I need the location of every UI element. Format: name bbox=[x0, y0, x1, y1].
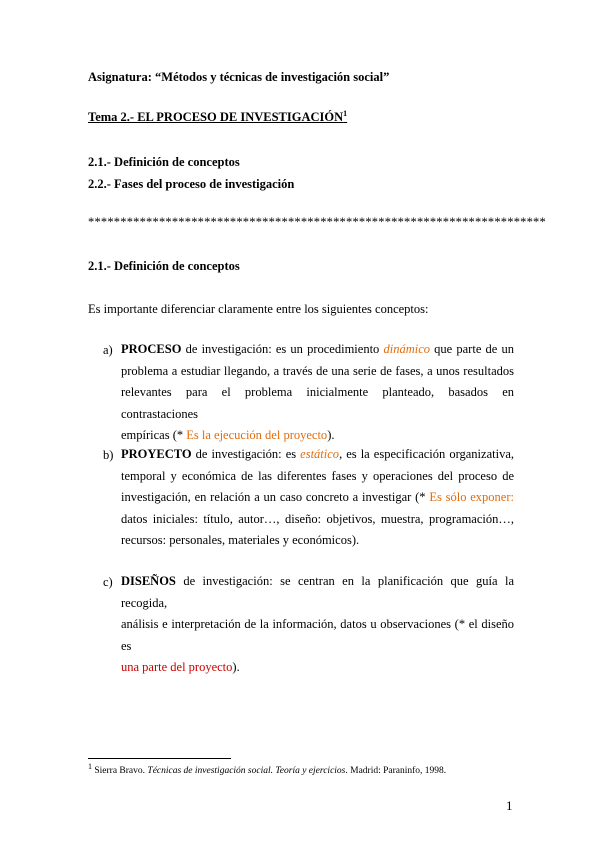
item-a-letter: a) bbox=[103, 343, 113, 357]
item-b-note: Es sólo exponer: bbox=[429, 490, 514, 504]
item-b-l3-pre: investigación, en relación a un caso concreto a investigar (* bbox=[121, 490, 430, 504]
footnote-title: Técnicas de investigación social. Teoría y ejercicios bbox=[147, 766, 346, 776]
item-a-l4-post: ). bbox=[327, 428, 335, 442]
page-number: 1 bbox=[506, 798, 513, 813]
item-a-term: PROCESO bbox=[121, 342, 182, 356]
item-b-letter: b) bbox=[103, 448, 114, 462]
item-a-l1-pre: de investigación: es un procedimiento bbox=[181, 342, 384, 356]
item-b-paragraph bbox=[121, 444, 514, 552]
footnote bbox=[88, 761, 447, 776]
footnote-author: Sierra Bravo. bbox=[92, 766, 148, 776]
item-a-line-2: problema a estudiar llegando, a través de una serie de fases, a unos resultados bbox=[121, 363, 514, 378]
item-b-emph: estático bbox=[300, 447, 340, 461]
item-b-l1-post: , es la especificación organizativa, bbox=[339, 447, 514, 461]
item-a-l4-pre: empíricas (* bbox=[121, 428, 187, 442]
item-c-line-2: análisis e interpretación de la información, datos u observaciones (* el diseño es bbox=[121, 617, 514, 653]
item-c-l1-post: de investigación: se centran en la planificación que guía la recogida, bbox=[121, 574, 514, 610]
section-heading: 2.1.- Definición de conceptos bbox=[88, 259, 240, 273]
toc-item-2: 2.2.- Fases del proceso de investigación bbox=[88, 177, 295, 191]
item-c-letter: c) bbox=[103, 575, 113, 589]
item-a-emph: dinámico bbox=[383, 342, 430, 356]
topic-title bbox=[88, 110, 347, 125]
item-b-line-5: recursos: personales, materiales y económicos). bbox=[121, 533, 360, 547]
separator-stars: *********************************************************************** bbox=[88, 215, 546, 229]
item-b-line-1 bbox=[121, 444, 514, 466]
footnote-rest: . Madrid: Paraninfo, 1998. bbox=[345, 766, 447, 776]
item-c-l3-post: ). bbox=[232, 660, 240, 674]
item-b-line-3 bbox=[121, 487, 514, 509]
footnote-number: 1 bbox=[88, 761, 92, 771]
topic-text: Tema 2.- EL PROCESO DE INVESTIGACIÓN bbox=[88, 110, 344, 124]
item-a-note: Es la ejecución del proyecto bbox=[186, 428, 328, 442]
item-b-l1-pre: de investigación: es bbox=[191, 447, 301, 461]
item-a-paragraph bbox=[121, 339, 514, 447]
item-b-line-2: temporal y económica de las diferentes fases y operaciones del proceso de bbox=[121, 468, 514, 483]
item-c-term: DISEÑOS bbox=[121, 574, 176, 588]
item-c-line-3 bbox=[121, 657, 514, 679]
item-b-term: PROYECTO bbox=[121, 447, 192, 461]
item-c-paragraph bbox=[121, 571, 514, 679]
item-c-note: una parte del proyecto bbox=[121, 660, 233, 674]
item-c-line-1 bbox=[121, 571, 514, 614]
item-a-line-3: relevantes para el problema inicialmente planteado, basados en contrastaciones bbox=[121, 385, 514, 421]
item-a-l1-post: que parte de un bbox=[430, 342, 514, 356]
footnote-rule bbox=[88, 758, 231, 759]
intro-text: Es importante diferenciar claramente entre los siguientes conceptos: bbox=[88, 302, 429, 316]
item-a-line-1 bbox=[121, 339, 514, 361]
toc-item-1: 2.1.- Definición de conceptos bbox=[88, 155, 240, 169]
footnote-ref: 1 bbox=[343, 108, 348, 118]
subject-title: Asignatura: “Métodos y técnicas de investigación social” bbox=[88, 70, 390, 84]
item-b-line-4: datos iniciales: título, autor…, diseño: objetivos, muestra, programación…, bbox=[121, 511, 514, 526]
